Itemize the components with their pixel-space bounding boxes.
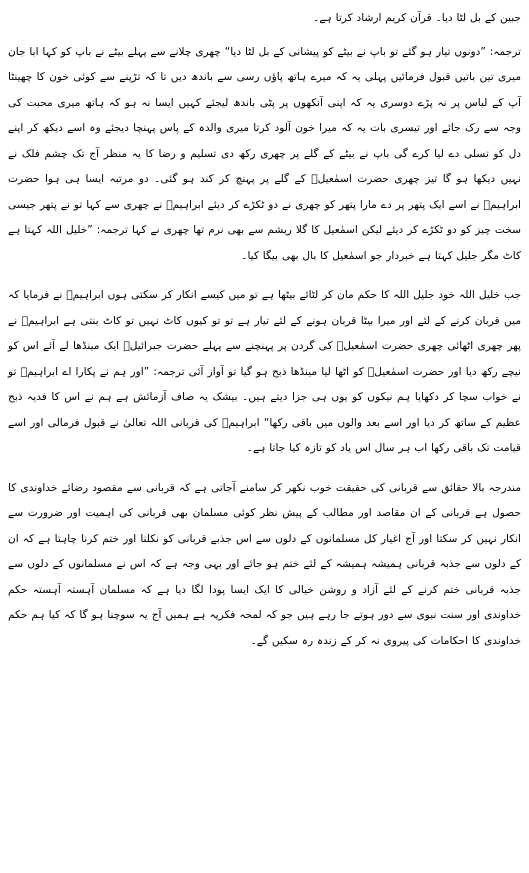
paragraph-gap xyxy=(8,269,521,283)
paragraph-gap xyxy=(8,32,521,40)
paragraph-sacrifice-story: ترجمہ: ”دونوں تیار ہو گئے تو باپ نے بیٹے کو پیشانی کے بل لٹا دیا“ چھری چلانے سے پہلے بیٹے نے باپ کو کہا ابا جان میری تین باتیں قبول فرمائیں پہلی یہ کہ میرے ہاتھ پاؤں رسی سے باندھ دیں تا کہ تڑپنے سے کوئی خون کا چھینٹا آپ کے لباس پر نہ پڑے دوسری یہ کہ اپنی آنکھوں پر پٹی باندھ لیجئے کہیں ایسا نہ ہو کہ ہاتھ میری محبت کی وجہ سے رک جائے اور تیسری بات یہ کہ میرا خون آلود کرتا میری والدہ کے پاس پہنچا دیجئے وہ اسے دیکھ کر اپنے دل کو تسلی دے لیا کرے گی باپ نے بیٹے کے گلے پر چھری رکھ دی تسلیم و رضا کا یہ منظر آج تک چشم فلک نے نہیں دیکھا ہو گا تیز چھری حضرت اسمٰعیلؑ کے گلے پر پہنچ کر کند ہو گئی۔ دو مرتبہ ایسا ہی ہوا حضرت ابراہیمؑ نے اسے ایک پتھر پر دے مارا پتھر کو چھری نے دو ٹکڑے کر دیئے ابراہیمؑ نے چھری سے کہا تو نے پتھر جیسی سخت چیز کو دو ٹکڑے کر دیئے لیکن اسمٰعیل کا گلا ریشم سے بھی نرم تھا چھری نے کہا ترجمہ: ”خلیل اللہ کہتا ہے کاٹ مگر جلیل کہتا ہے خبردار جو اسمٰعیل کا بال بھی بیگا کیا۔ xyxy=(8,45,521,262)
paragraph-conclusion: مندرجہ بالا حقائق سے قربانی کی حقیقت خوب نکھر کر سامنے آجاتی ہے کہ قربانی سے مقصود رضائے خداوندی کا حصول ہے قربانی کے ان مقاصد اور مطالب کے پیش نظر کوئی مسلمان بھی قربانی کی اہمیت اور ضرورت سے انکار نہیں کر سکتا اور آج اغیار کل مسلمانوں کے دلوں سے اس جذبے قربانی کو نکلنا اور ختم کرنا چاہتا ہے کہ ان کے دلوں سے جذبہ قربانی ہمیشہ ہمیشہ کے لئے ختم ہو جائے اور یہی وجہ ہے کہ اس نے مسلمانوں کے دلوں سے جذبہ قربانی ختم کرنے کے لئے آزاد و روشن خیالی کا ایک ایسا پودا لگا دیا ہے کہ مسلمان آہستہ آہستہ حکم خداوندی اور سنت نبوی سے دور ہوتے جا رہے ہیں جو کہ لمحہ فکریہ ہے ہمیں آج یہ سوچنا ہو گا کہ کیا ہم حکم خداوندی کا احکامات کی پیروی نہ کر کے زندہ رہ سکیں گے۔ xyxy=(8,481,521,647)
paragraph-ram-ransom: جب خلیل اللہ خود جلیل اللہ کا حکم مان کر لٹائے بیٹھا ہے تو میں کیسے انکار کر سکتی ہوں ابراہیمؑ نے فرمایا کہ میں قربان کرنے کے لئے اور میرا بیٹا قربان ہونے کے لئے تیار ہے تو تو کیوں کاٹ نہیں تو کاٹ بنتی ہے ابراہیمؑ نے پھر چھری اٹھائی چھری حضرت اسمٰعیلؑ کی گردن پر پہنچنے سے پہلے حضرت جبرائیلؑ ایک مینڈھا لے آئے اس کو نیچے رکھ دیا اور حضرت اسمٰعیلؑ کو اٹھا لیا مینڈھا ذبح ہو گیا تو آواز آئی ترجمہ: ”اور ہم نے پکارا اے ابراہیمؑ تو نے خواب سچا کر دکھایا ہم نیکوں کو یوں ہی جزا دیتے ہیں۔ بیشک یہ صاف آزمائش ہے ہم نے اس کا فدیہ ذبح عظیم کے ساتھ کر دیا اور اسے بعد والوں میں باقی رکھا“ ابراہیمؑ کی قربانی اللہ تعالیٰ نے قبول فرمالی اور اسے قیامت تک باقی رکھا اب ہر سال اس یاد کو تازہ کیا جاتا ہے۔ xyxy=(8,289,521,454)
paragraph-gap xyxy=(8,462,521,476)
paragraph-continuation: جبین کے بل لٹا دیا۔ قرآن کریم ارشاد کرتا ہے۔ xyxy=(313,12,521,24)
